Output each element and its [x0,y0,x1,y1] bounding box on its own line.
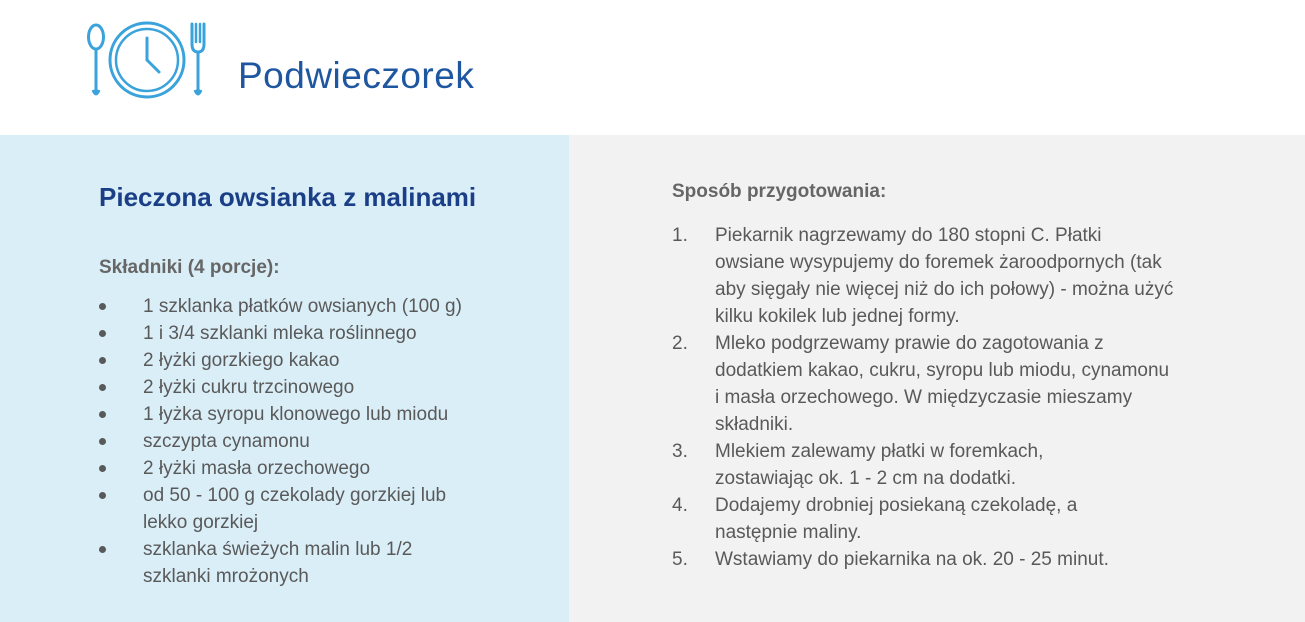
step-text: Piekarnik nagrzewamy do 180 stopni C. Płatki owsiane wysypujemy do foremek żaroodpornych (tak aby sięgały nie więcej niż do ich połowy) - można użyć kilku kokilek lub jednej formy. [715,225,1174,327]
step-number: 5. [672,549,688,570]
ingredient-text: 1 i 3/4 szklanki mleka roślinnego [143,323,417,344]
page-header [0,0,1305,135]
list-item [99,347,539,374]
meal-title: Podwieczorek [238,55,475,96]
step-text: Dodajemy drobniej posiekaną czekoladę, a następnie maliny. [715,495,1078,543]
bullet-icon [99,465,106,472]
step-number: 1. [672,225,688,246]
step-number: 4. [672,495,688,516]
ingredient-text: 2 łyżki gorzkiego kakao [143,350,340,371]
bullet-icon [99,303,106,310]
step-text: Mlekiem zalewamy płatki w foremkach, zostawiając ok. 1 - 2 cm na dodatki. [715,441,1044,489]
list-item [672,330,1175,438]
bullet-icon [99,357,106,364]
list-item [99,374,539,401]
step-text: Wstawiamy do piekarnika na ok. 20 - 25 minut. [715,549,1109,570]
bullet-icon [99,438,106,445]
ingredients-panel [0,135,569,622]
list-item [99,320,539,347]
step-number: 2. [672,333,688,354]
bullet-icon [99,384,106,391]
ingredients-list [99,293,539,590]
list-item [672,438,1135,492]
ingredient-text: szczypta cynamonu [143,431,310,452]
bullet-icon [99,330,106,337]
steps-list [672,222,1192,573]
list-item [99,401,539,428]
step-text: Mleko podgrzewamy prawie do zagotowania z dodatkiem kakao, cukru, syropu lub miodu, cynamonu i masła orzechowego. W międzyczasie mieszamy składniki. [715,333,1170,435]
bullet-icon [99,411,106,418]
list-item [672,546,1215,573]
list-item [99,293,539,320]
list-item [99,428,539,455]
list-item [672,222,1175,330]
ingredients-heading: Składniki (4 porcje): [99,257,280,278]
ingredient-text: 1 łyżka syropu klonowego lub miodu [143,404,449,425]
list-item [99,482,473,536]
list-item [672,492,1155,546]
step-number: 3. [672,441,688,462]
ingredient-text: 2 łyżki masła orzechowego [143,458,371,479]
bullet-icon [99,492,106,499]
plate-clock-cutlery-icon [84,20,210,100]
ingredient-text: 1 szklanka płatków owsianych (100 g) [143,296,462,317]
list-item [99,536,473,590]
recipe-title: Pieczona owsianka z malinami [99,182,477,212]
ingredient-text: szklanka świeżych malin lub 1/2 szklanki mrożonych [143,539,413,587]
list-item [99,455,539,482]
method-panel [569,135,1305,622]
bullet-icon [99,546,106,553]
method-heading: Sposób przygotowania: [672,181,887,202]
ingredient-text: 2 łyżki cukru trzcinowego [143,377,355,398]
ingredient-text: od 50 - 100 g czekolady gorzkiej lub lekko gorzkiej [143,485,447,533]
